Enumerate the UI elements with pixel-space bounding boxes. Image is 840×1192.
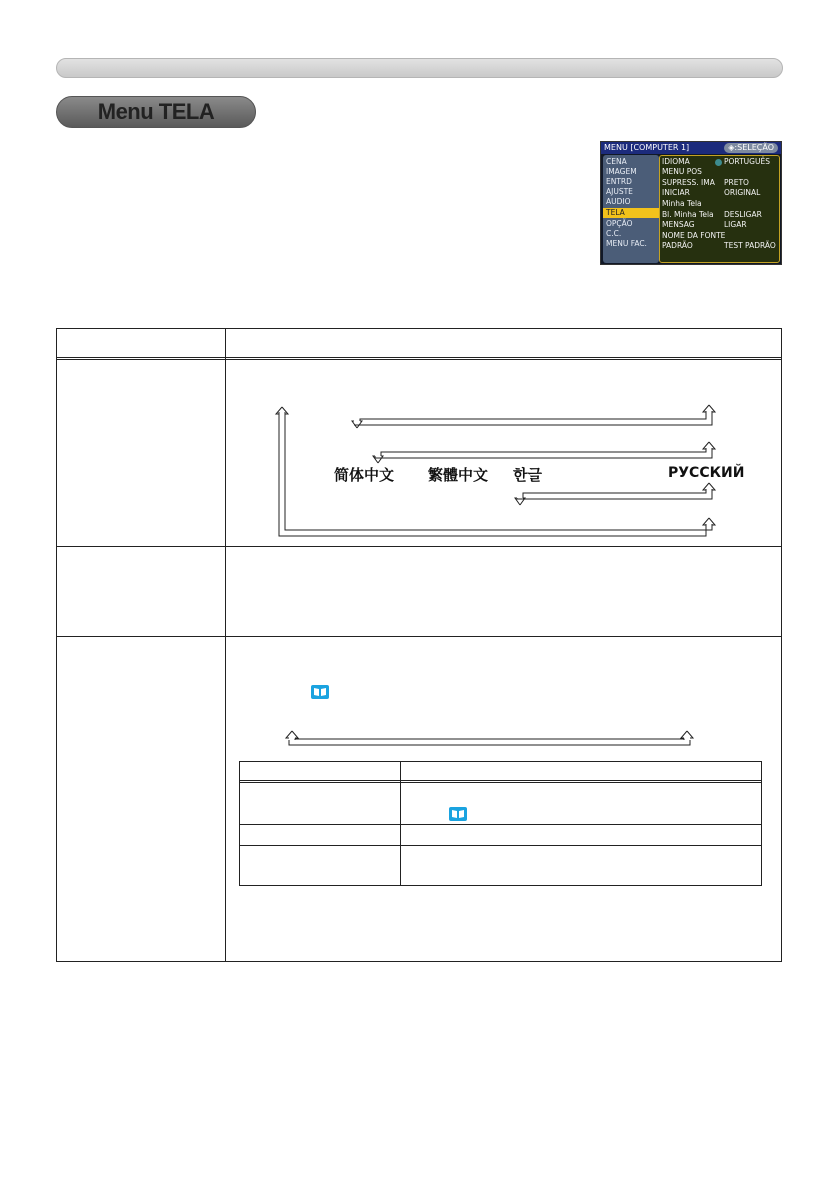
inner-settings-table [239,761,762,886]
osd-option-value: LIGAR [724,220,747,229]
osd-option-name: SUPRESS. IMA [662,178,715,187]
osd-menu-item: IMAGEM [606,167,637,176]
osd-option-name: Bl. Minha Tela [662,210,714,219]
osd-menu-item: AUDIO [606,197,631,206]
osd-menu-item: MENU FAC. [606,239,647,248]
osd-option-value: PORTUGUÊS [724,157,770,166]
osd-option-value: TEST PADRÃO [724,241,776,250]
osd-menu-item: AJUSTE [606,187,633,196]
osd-option-name: PADRÃO [662,241,693,250]
arrow-up-head [703,483,715,490]
arrow-up-head [703,405,715,412]
cycle-arrow-row1 [354,411,712,425]
arrow-up-head [681,731,693,738]
arrow-up-head [703,442,715,449]
osd-option-value: DESLIGAR [724,210,762,219]
osd-option-value: PRETO [724,178,749,187]
toggle-arrow-bar [289,739,690,745]
page-title: Menu TELA [97,99,215,124]
osd-option-name: MENSAG [662,220,695,229]
inner-row-divider [240,824,761,825]
osd-menu-item: ENTRD [606,177,632,186]
osd-select-hint: ◈:SELEÇÃO [724,143,778,153]
inner-row-divider [240,845,761,846]
osd-option-name: INICIAR [662,188,690,197]
cycle-arrow-row2 [375,448,712,458]
osd-option-value: ORIGINAL [724,188,761,197]
inner-header-divider [240,780,761,783]
cycle-arrow-row3 [517,489,712,499]
osd-menu-item: C.C. [606,229,622,238]
osd-option-name: Minha Tela [662,199,702,208]
osd-menu-item: OPÇÃO [606,219,633,228]
osd-menu-item: CENA [606,157,627,166]
language-chinese-simplified: 简体中文 [334,466,395,484]
cycle-arrow-outer [279,412,712,536]
osd-option-name: MENU POS [662,167,702,176]
arrow-up-head [276,407,288,414]
arrow-up-head [703,518,715,525]
book-icon [311,685,329,699]
osd-menu-item-active: TELA [603,208,659,218]
language-chinese-traditional: 繁體中文 [428,466,489,484]
osd-header-title: MENU [COMPUTER 1] [604,143,690,152]
language-russian: РУССКИЙ [668,465,745,481]
language-korean: 한글 [513,466,542,484]
arrow-up-head [286,731,298,738]
osd-option-name: NOME DA FONTE [662,231,726,240]
osd-option-name: IDIOMA [662,157,690,166]
